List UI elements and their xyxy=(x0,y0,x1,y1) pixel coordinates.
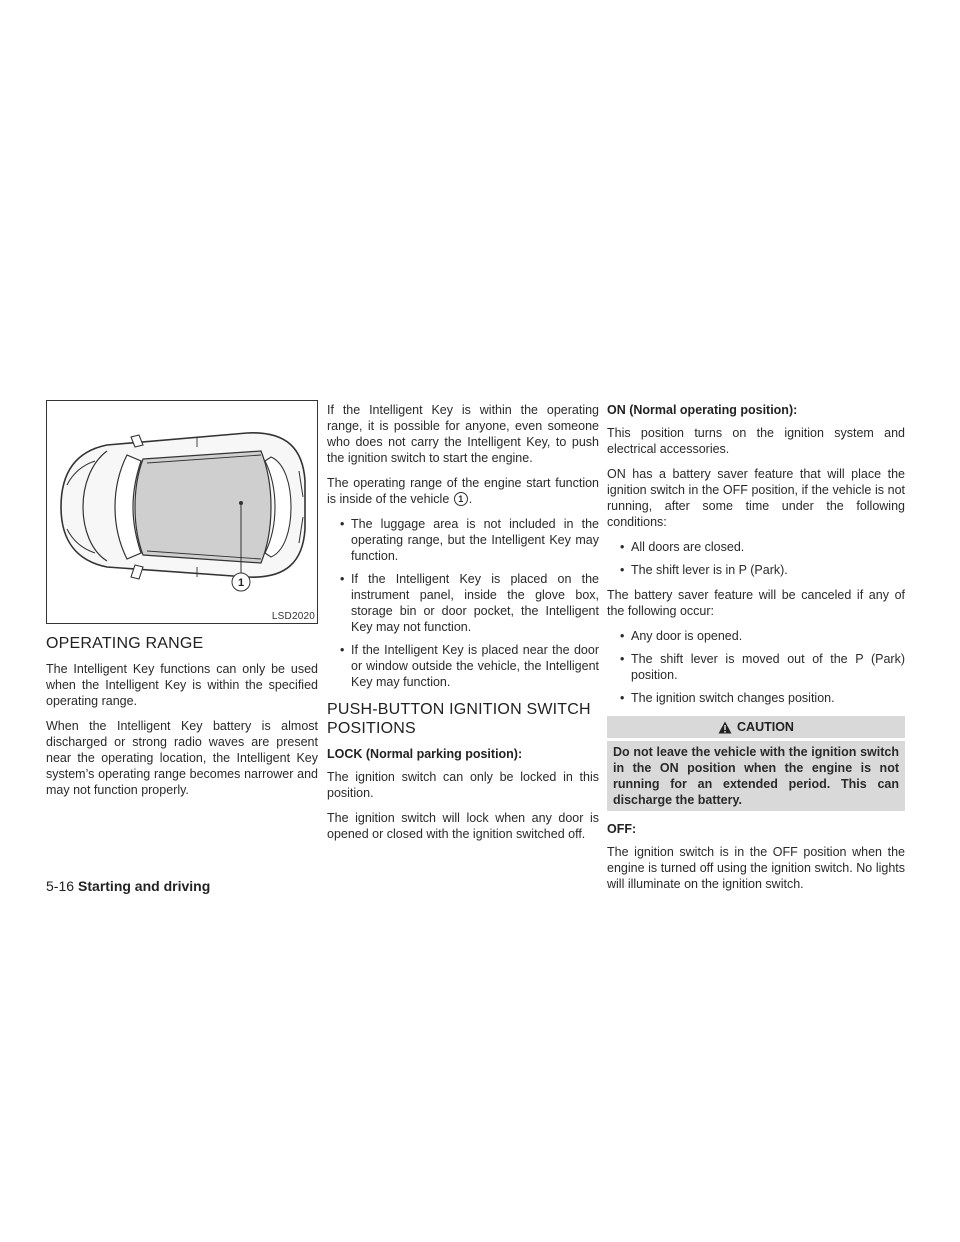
list-item xyxy=(327,642,599,690)
operating-range-figure xyxy=(46,400,318,624)
operating-range-heading: OPERATING RANGE xyxy=(46,635,204,652)
list-item-text: Any door is opened. xyxy=(631,629,743,643)
paragraph-text: . xyxy=(468,492,473,506)
bullet-list xyxy=(607,539,905,578)
list-item xyxy=(607,690,905,706)
bullet-icon: • xyxy=(340,572,345,586)
lock-heading: LOCK (Normal parking position): xyxy=(327,747,523,761)
paragraph: ON has a battery saver feature that will place the ignition switch in the OFF position, if the vehicle is not running, after some time under the following conditions: xyxy=(607,467,905,529)
paragraph-with-callout xyxy=(327,475,599,507)
caution-header xyxy=(607,716,905,738)
section-title: Starting and driving xyxy=(78,878,211,894)
list-item-text: All doors are closed. xyxy=(631,540,745,554)
list-item-text: The ignition switch changes position. xyxy=(631,691,835,705)
paragraph: The Intelligent Key functions can only be used when the Intelligent Key is within the specified operating range. xyxy=(46,662,318,708)
paragraph: This position turns on the ignition system and electrical accessories. xyxy=(607,426,905,456)
column-1 xyxy=(46,400,318,807)
paragraph: The ignition switch is in the OFF position when the engine is turned off using the ignition switch. No lights will illuminate on the ignition switch. xyxy=(607,845,905,891)
callout-1-icon: 1 xyxy=(454,492,468,506)
column-3 xyxy=(607,402,905,901)
paragraph: The ignition switch can only be locked in this position. xyxy=(327,770,599,800)
figure-code: LSD2020 xyxy=(271,611,315,622)
callout-number: 1 xyxy=(237,577,245,589)
list-item xyxy=(327,571,599,635)
bullet-icon: • xyxy=(340,517,345,531)
bullet-icon: • xyxy=(340,643,345,657)
bullet-list xyxy=(327,516,599,690)
page-footer xyxy=(46,878,210,894)
bullet-icon: • xyxy=(620,563,625,577)
column-2 xyxy=(327,402,599,851)
caution-text: Do not leave the vehicle with the ignition switch in the ON position when the engine is not running for an extended period. This can discharge the battery. xyxy=(607,741,905,811)
list-item xyxy=(327,516,599,564)
bullet-icon: • xyxy=(620,540,625,554)
list-item-text: The shift lever is moved out of the P (Park) position. xyxy=(631,652,905,682)
list-item-text: The shift lever is in P (Park). xyxy=(631,563,788,577)
paragraph: When the Intelligent Key battery is almost discharged or strong radio waves are present near the operating location, the Intelligent Key system’s operating range becomes narrower and may not function properly. xyxy=(46,719,318,797)
off-heading: OFF: xyxy=(607,822,637,836)
warning-triangle-icon xyxy=(718,721,732,734)
list-item xyxy=(607,562,905,578)
on-heading: ON (Normal operating position): xyxy=(607,403,798,417)
list-item-text: If the Intelligent Key is placed near the door or window outside the vehicle, the Intelligent Key may function. xyxy=(351,643,599,689)
vehicle-top-view-illustration xyxy=(47,401,317,623)
paragraph-text: The operating range of the engine start function is inside of the vehicle xyxy=(327,476,599,506)
list-item-text: The luggage area is not included in the operating range, but the Intelligent Key may function. xyxy=(351,517,599,563)
list-item xyxy=(607,539,905,555)
bullet-icon: • xyxy=(620,629,625,643)
caution-label: CAUTION xyxy=(737,720,794,734)
paragraph: If the Intelligent Key is within the operating range, it is possible for anyone, even someone who does not carry the Intelligent Key, to push the ignition switch to start the engine. xyxy=(327,403,599,465)
bullet-list xyxy=(607,628,905,706)
page-number: 5-16 xyxy=(46,878,75,894)
paragraph: The battery saver feature will be canceled if any of the following occur: xyxy=(607,588,905,618)
list-item-text: If the Intelligent Key is placed on the instrument panel, inside the glove box, storage bin or door pocket, the Intelligent Key may not function. xyxy=(351,572,599,634)
caution-box xyxy=(607,716,905,811)
ignition-positions-heading: PUSH-BUTTON IGNITION SWITCH POSITIONS xyxy=(327,701,591,737)
bullet-icon: • xyxy=(620,691,625,705)
list-item xyxy=(607,651,905,683)
paragraph: The ignition switch will lock when any door is opened or closed with the ignition switched off. xyxy=(327,811,599,841)
list-item xyxy=(607,628,905,644)
bullet-icon: • xyxy=(620,652,625,666)
